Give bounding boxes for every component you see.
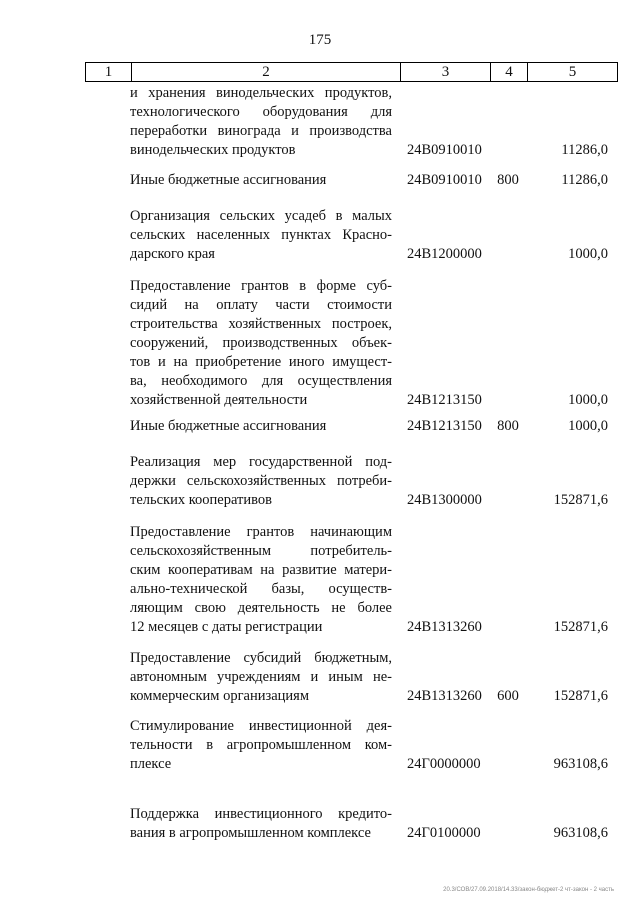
description-line: строительства хозяйственных построек, [130,316,392,332]
header-col-2: 2 [131,63,400,81]
row-expense-type: 800 [497,418,519,434]
header-col-3: 3 [400,63,490,81]
row-description [130,84,392,160]
description-line: Предоставление субсидий бюджетным, [130,650,392,666]
page-number: 175 [308,32,332,48]
row-description [130,649,392,706]
description-line: Организация сельских усадеб в малых [130,208,392,224]
description-line: винодельческих продуктов [130,142,296,158]
description-line: ским кооперативам на развитие матери- [130,562,392,578]
row-code: 24В1213150 [407,418,482,434]
description-line: Стимулирование инвестиционной дея- [130,718,392,734]
description-line: сельских населенных пунктах Красно- [130,227,392,243]
description-line: и хранения винодельческих продуктов, [130,85,392,101]
row-amount: 152871,6 [553,688,608,704]
description-line: тельских кооперативов [130,492,272,508]
row-description [130,453,392,510]
row-amount: 152871,6 [553,492,608,508]
description-line: сельскохозяйственным потребитель- [130,543,392,559]
row-expense-type: 600 [497,688,519,704]
description-line: Иные бюджетные ассигнования [130,172,327,188]
description-line: Предоставление грантов в форме суб- [130,278,392,294]
description-line: автономным учреждениям и иным не- [130,669,392,685]
description-line: хозяйственной деятельности [130,392,308,408]
row-description [130,523,392,637]
description-line: переработки винограда и производства [130,123,392,139]
row-expense-type: 800 [497,172,519,188]
row-amount: 11286,0 [561,172,608,188]
description-line: тов и на приобретение иного имущест- [130,354,392,370]
description-line: сидий на оплату части стоимости [130,297,392,313]
row-code: 24Г0000000 [407,756,481,772]
footer-note: 20.3/СОВ/27.09.2018/14.33/закон-бюджет-2 чт-закон - 2 часть [443,887,614,893]
header-col-4: 4 [490,63,527,81]
row-code: 24В1213150 [407,392,482,408]
row-code: 24В1313260 [407,688,482,704]
row-description [130,717,392,774]
row-amount: 1000,0 [568,246,608,262]
description-line: сооружений, производственных объек- [130,335,392,351]
row-code: 24В1300000 [407,492,482,508]
row-description [130,277,392,410]
description-line: технологического оборудования для [130,104,392,120]
description-line: держки сельскохозяйственных потреби- [130,473,392,489]
description-line: Иные бюджетные ассигнования [130,418,327,434]
row-amount: 152871,6 [553,619,608,635]
row-description [130,417,392,436]
description-line: коммерческим организациям [130,688,310,704]
description-line: Поддержка инвестиционного кредито- [130,806,392,822]
header-col-5: 5 [527,63,617,81]
row-amount: 1000,0 [568,392,608,408]
description-line: ляющим свою деятельность не более [130,600,392,616]
description-line: ально-технической базы, осуществ- [130,581,392,597]
row-amount: 963108,6 [553,756,608,772]
description-line: дарского края [130,246,215,262]
description-line: вания в агропромышленном комплексе [130,825,371,841]
description-line: тельности в агропромышленном ком- [130,737,392,753]
description-line: Реализация мер государственной под- [130,454,392,470]
description-line: Предоставление грантов начинающим [130,524,392,540]
header-col-1: 1 [104,64,113,80]
row-description [130,805,392,843]
description-line: 12 месяцев с даты регистрации [130,619,323,635]
row-code: 24В0910010 [407,142,482,158]
description-line: плексе [130,756,172,772]
row-amount: 963108,6 [553,825,608,841]
row-description [130,171,392,190]
row-code: 24В1200000 [407,246,482,262]
table-header [85,62,618,82]
row-code: 24В1313260 [407,619,482,635]
row-description [130,207,392,264]
description-line: ва, необходимого для осуществления [130,373,392,389]
row-code: 24Г0100000 [407,825,481,841]
row-code: 24В0910010 [407,172,482,188]
row-amount: 11286,0 [561,142,608,158]
row-amount: 1000,0 [568,418,608,434]
